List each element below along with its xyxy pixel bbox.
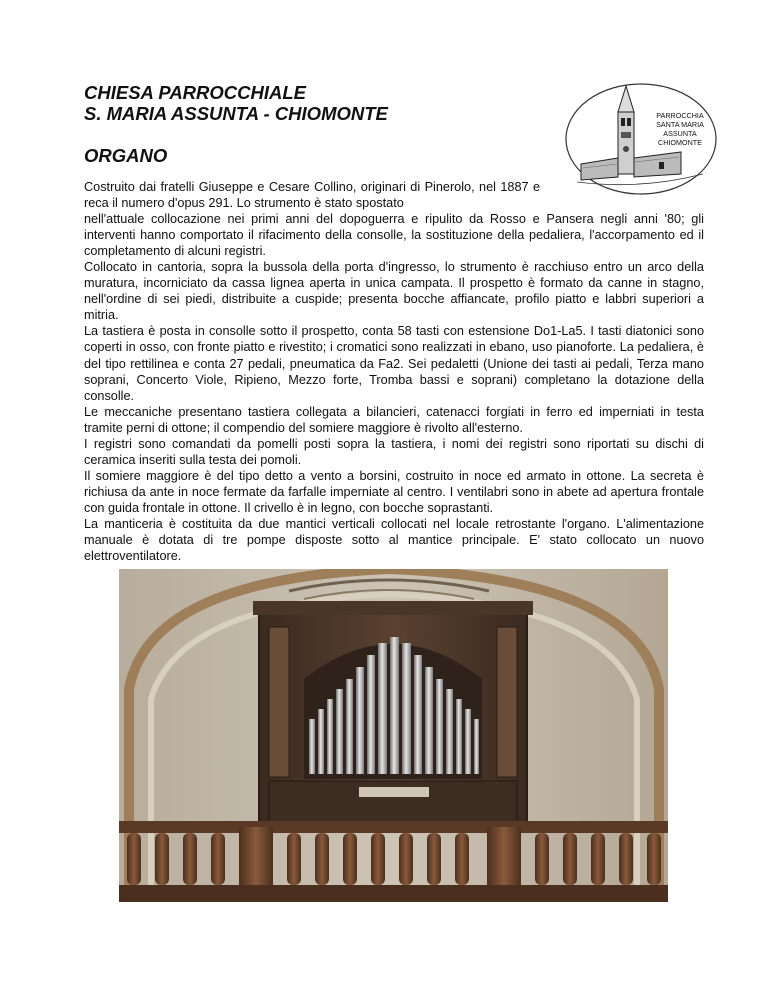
paragraph-2: Collocato in cantoria, sopra la bussola della porta d'ingresso, lo strumento è racchiuso entro un arco della muratura, incorniciato da cassa lignea aperta in unica campata. Il prospetto è formato da canne in stagno, nell'ordine di sei piedi, distribuite a cuspide; presenta bocche affiancate, profilo piatto e labbri superiori a mitria. [84,260,704,323]
logo-text-4: CHIOMONTE [658,138,702,147]
logo-text-3: ASSUNTA [663,129,697,138]
paragraph-1-intro: Costruito dai fratelli Giuseppe e Cesare Collino, originari di Pinerolo, nel 1887 e reca il numero d'opus 291. Lo strumento è stato spostato [84,180,540,211]
paragraph-7: La manticeria è costituita da due mantici verticali collocati nel locale retrostante l'organo. L'alimentazione manuale è dotata di tre pompe disposte sotto al mantice principale. E' stato collocato un nuovo elettroventilatore. [84,516,704,564]
paragraph-4: Le meccaniche presentano tastiera collegata a bilancieri, catenacci forgiati in ferro ed imperniati in testa tramite perni di ottone; il compendio del somiere maggiore è rivolto all'esterno. [84,404,704,435]
logo-text-2: SANTA MARIA [656,120,704,129]
paragraph-6: Il somiere maggiore è del tipo detto a vento a borsini, costruito in noce ed armato in ottone. La secreta è richiusa da ante in noce fermate da farfalle imperniate al centro. I ventilabri sono in abete ad apertura frontale con guida frontale in ottone. Il crivello è in legno, con bocche soprastanti. [84,468,704,515]
logo-text-1: PARROCCHIA [656,111,704,120]
title-line-2: S. MARIA ASSUNTA - CHIOMONTE [84,103,388,124]
document-title [84,82,388,124]
paragraph-3: La tastiera è posta in consolle sotto il prospetto, conta 58 tasti con estensione Do1-La5. I tasti diatonici sono coperti in osso, con fronte piatto e rivestito; i cromatici sono realizzati in ebano, uso pianoforte. La pedaliera, è del tipo rettilinea e conta 27 pedali, pneumatica da Fa2. Sei pedaletti (Unione dei tasti ai pedali, Terza mano soprani, Concerto Viole, Ripieno, Mezzo forte, Tromba bassi e soprani) completano la dotazione della consolle. [84,324,704,403]
organ-photo [119,569,668,902]
body-text [84,179,704,564]
section-heading: ORGANO [84,145,168,166]
bell-tower-icon [618,86,634,174]
paragraph-5: I registri sono comandati da pomelli posti sopra la tastiera, i nomi dei registri sono riportati su dischi di ceramica inseriti sulla testa dei pomoli. [84,436,704,467]
title-line-1: CHIESA PARROCCHIALE [84,82,307,103]
paragraph-1-cont: nell'attuale collocazione nei primi anni del dopoguerra e ripulito da Rosso e Pansera negli anni '80; gli interventi hanno comportato il rifacimento della consolle, la sostituzione della pedaliera, l'accorpamento ed il completamento di alcuni registri. [84,212,704,259]
